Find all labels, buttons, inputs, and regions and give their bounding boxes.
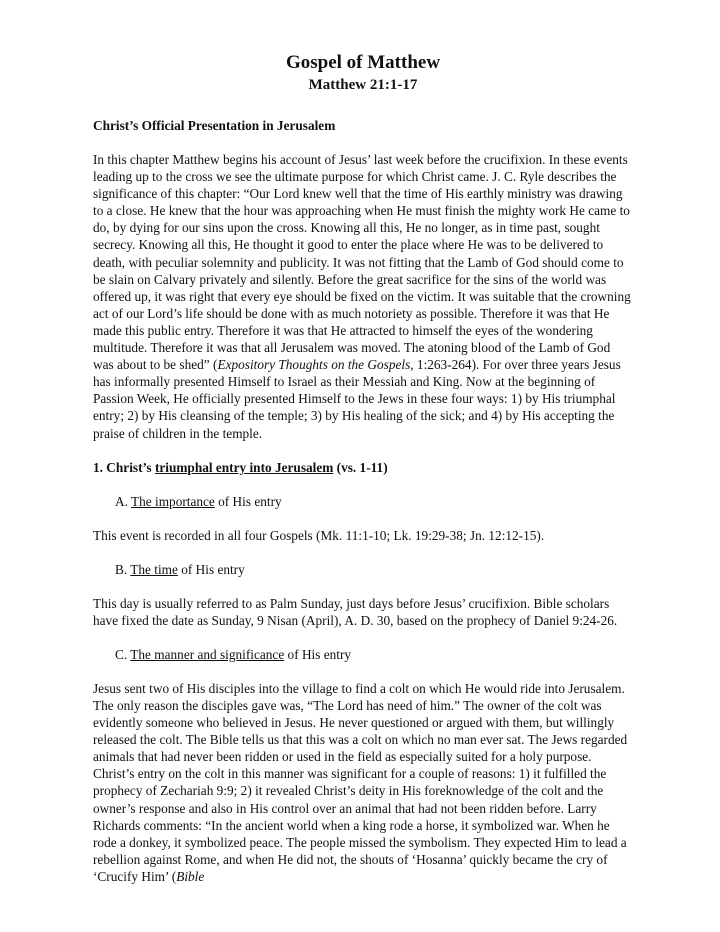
subpoint-a-heading [93,493,633,510]
subpoint-c-label: C. [115,646,131,662]
intro-text-part1: In this chapter Matthew begins his account of Jesus’ last week before the crucifixion. In these events leading up to the cross we see the ultimate purpose for which Christ came. J. C. Ryle describes the significance of this chapter: “Our Lord knew well that the time of His earthly ministry was drawing to a close. He knew that the hour was approaching when He must finish the mighty work He came to do, by dying for our sins upon the cross. Knowing all this, He no longer, as in time past, sought secrecy. Knowing all this, He thought it good to enter the place where He was to be delivered to death, with peculiar solemnity and publicity. It was not fitting that the Lamb of God should come to be slain on Calvary privately and silently. Before the great sacrifice for the sins of the world was offered up, it was right that every eye should be fixed on the victim. It was suitable that the crowning act of our Lord’s life should be done with as much notoriety as possible. Therefore it was that He made this public entry. Therefore it was that He attracted to himself the eyes of the wondering multitude. Therefore it was that all Jerusalem was moved. The atoning blood of the Lamb of God was about to be shed” ( [93,152,631,373]
subpoint-b-underlined: The time [130,561,178,577]
point-1-prefix: 1. Christ’s [93,459,155,475]
book-title: Expository Thoughts on the Gospels [217,357,411,373]
point-1-underlined: triumphal entry into Jerusalem [154,459,334,475]
document-title: Gospel of Matthew [285,52,441,73]
subpoint-c-underlined: The manner and significance [130,646,285,662]
point-1-suffix: (vs. 1-11) [333,459,388,475]
subpoint-a-underlined: The importance [131,493,215,509]
intro-paragraph [93,151,633,442]
subpoint-b-body: This day is usually referred to as Palm Sunday, just days before Jesus’ crucifixion. Bible scholars have fixed the date as Sunday, 9 Nisan (April), A. D. 30, based on the prophecy of Daniel 9:24-26. [93,595,618,628]
document-page [93,52,633,885]
subpoint-a-label: A. [115,493,132,509]
subpoint-b-heading [93,561,633,578]
section-title: Christ’s Official Presentation in Jerusalem [93,118,336,133]
subpoint-c-trailing-italic: Bible [176,868,205,884]
subpoint-c-text: Jesus sent two of His disciples into the village to find a colt on which He would ride into Jerusalem. The only reason the disciples gave was, “The Lord has need of him.” The owner of the colt was evidently someone who believed in Jesus. He never questioned or argued with them, but willingly released the colt. The Bible tells us that this was a colt on which no man ever sat. The Jews regarded animals that had never been ridden or used in the field as especially suited for a holy purpose. Christ’s entry on the colt in this manner was significant for a couple of reasons: 1) it fulfilled the prophecy of Zechariah 9:9; 2) it revealed Christ’s deity in His foreknowledge of the colt and the owner’s response and also in His control over an animal that had not been ridden before. Larry Richards comments: “In the ancient world when a king rode a horse, it symbolized war. When he rode a donkey, it symbolized peace. The people missed the symbolism. They expected Him to lead a rebellion against Rome, and when He did not, the shouts of ‘Hosanna’ quickly became the cry of ‘Crucify Him’ ( [93,680,628,884]
subpoint-c-rest: of His entry [284,646,352,662]
subpoint-c-heading [93,646,633,663]
document-subtitle: Matthew 21:1-17 [308,77,418,93]
subpoint-b-rest: of His entry [177,561,245,577]
subpoint-b-label: B. [115,561,131,577]
subpoint-a-rest: of His entry [214,493,282,509]
intro-text-part2: , 1:263-264). For over three years Jesus has informally presented Himself to Israel as their Messiah and King. Now at the beginning of Passion Week, He officially presented Himself to the Jews in these four ways: 1) by His triumphal entry; 2) by His cleansing of the temple; 3) by His healing of the sick; and 4) by His accepting the praise of children in the temple. [93,357,621,441]
subpoint-a-body: This event is recorded in all four Gospels (Mk. 11:1-10; Lk. 19:29-38; Jn. 12:12-15). [93,527,545,543]
point-1-heading [93,459,633,476]
subpoint-c-body [93,680,633,885]
